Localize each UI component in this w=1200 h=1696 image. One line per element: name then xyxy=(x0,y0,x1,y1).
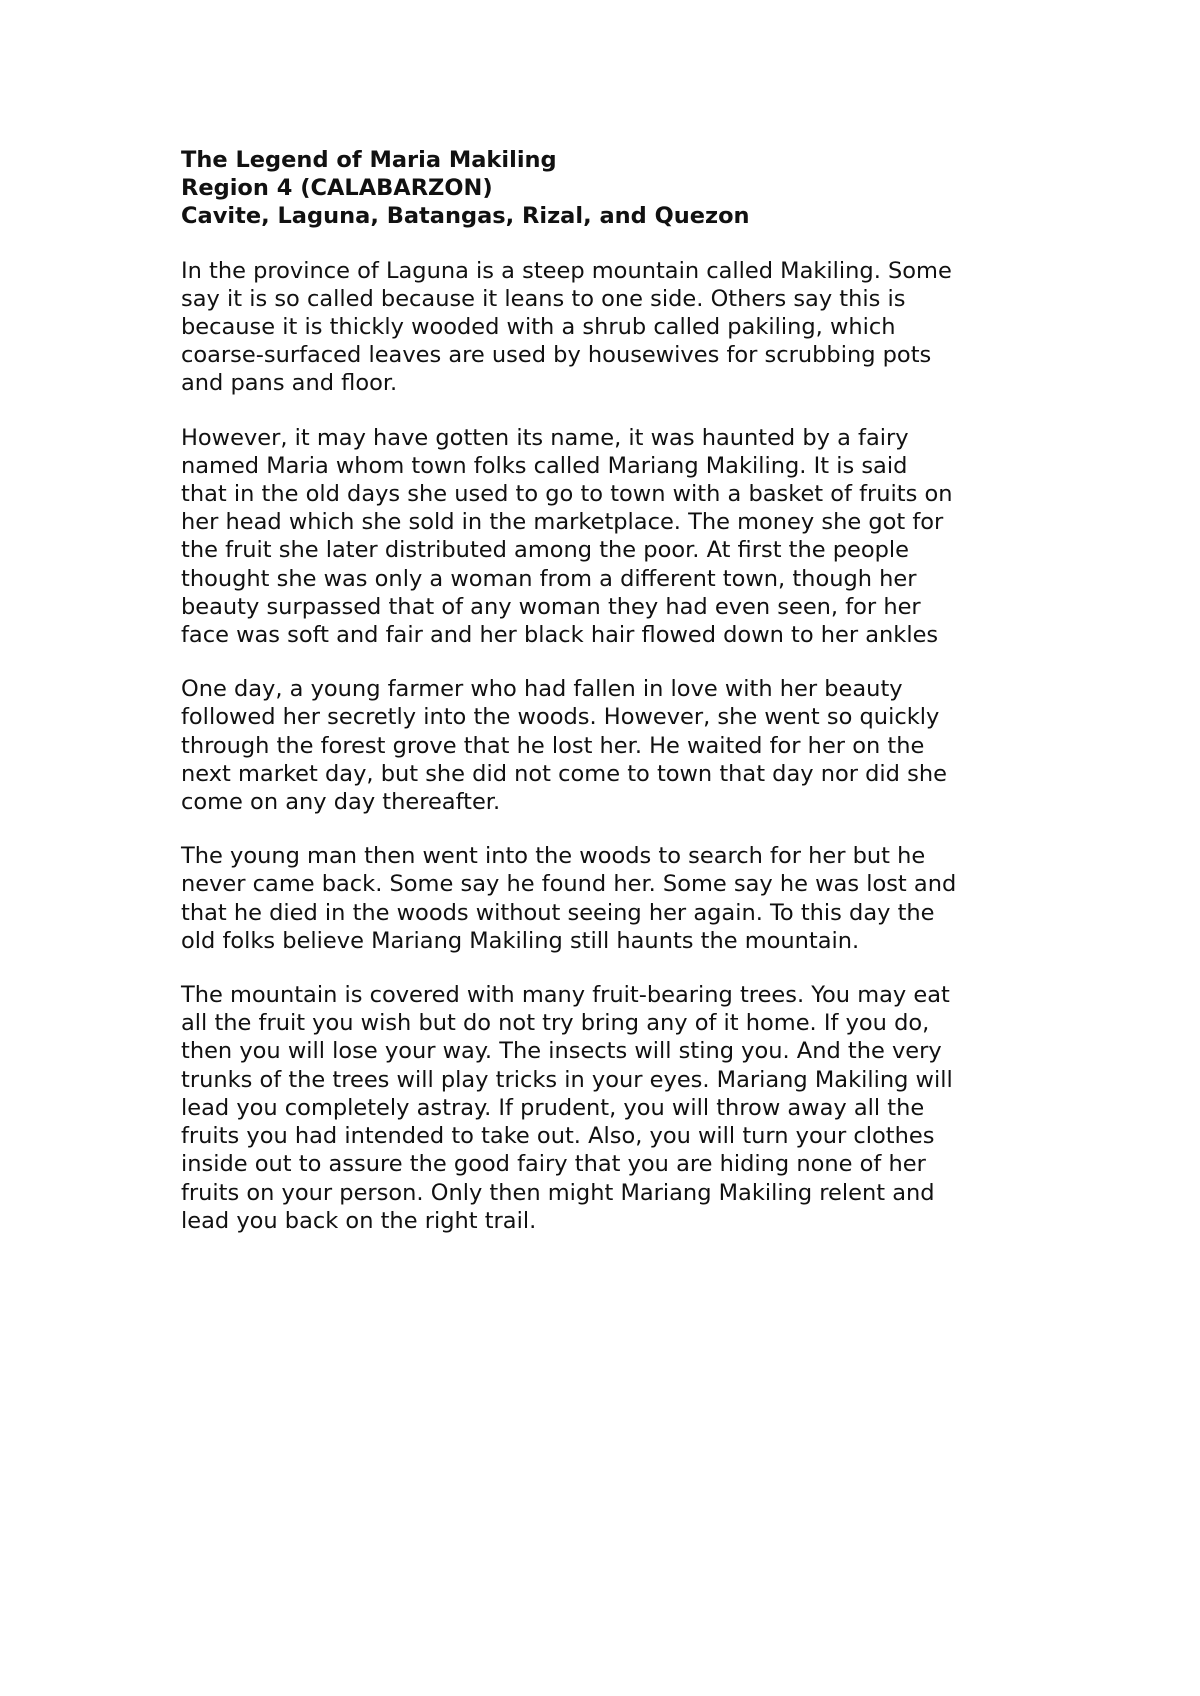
text-line: and pans and floor. xyxy=(181,370,398,397)
paragraph-1 xyxy=(181,257,1030,398)
text-line: old folks believe Mariang Makiling still haunts the mountain. xyxy=(181,927,860,954)
text-line: lead you completely astray. If prudent, you will throw away all the xyxy=(181,1094,925,1121)
text-line: named Maria whom town folks called Mariang Makiling. It is said xyxy=(181,452,908,479)
text-line: through the forest grove that he lost her. He waited for her on the xyxy=(181,732,925,759)
document-provinces: Cavite, Laguna, Batangas, Rizal, and Quezon xyxy=(181,203,750,230)
text-line: followed her secretly into the woods. However, she went so quickly xyxy=(181,704,940,731)
text-line: all the fruit you wish but do not try bring any of it home. If you do, xyxy=(181,1010,930,1037)
text-line: face was soft and fair and her black hair flowed down to her ankles xyxy=(181,622,939,649)
text-line: never came back. Some say he found her. Some say he was lost and xyxy=(181,871,957,898)
text-line: because it is thickly wooded with a shrub called pakiling, which xyxy=(181,314,896,341)
text-line: her head which she sold in the marketplace. The money she got for xyxy=(181,509,944,536)
text-line: One day, a young farmer who had fallen in love with her beauty xyxy=(181,676,903,703)
text-line: say it is so called because it leans to one side. Others say this is xyxy=(181,285,906,312)
text-line: that in the old days she used to go to town with a basket of fruits on xyxy=(181,481,953,508)
text-line: inside out to assure the good fairy that you are hiding none of her xyxy=(181,1151,926,1178)
document-header xyxy=(181,146,1030,231)
text-line: trunks of the trees will play tricks in your eyes. Mariang Makiling will xyxy=(181,1066,953,1093)
text-line: come on any day thereafter. xyxy=(181,789,501,816)
text-line: The young man then went into the woods to search for her but he xyxy=(181,843,926,870)
paragraph-5 xyxy=(181,981,1030,1235)
text-line: fruits you had intended to take out. Also, you will turn your clothes xyxy=(181,1123,935,1150)
paragraph-2 xyxy=(181,424,1030,650)
text-line: However, it may have gotten its name, it was haunted by a fairy xyxy=(181,424,909,451)
text-line: The mountain is covered with many fruit-bearing trees. You may eat xyxy=(181,982,950,1009)
document-title: The Legend of Maria Makiling xyxy=(181,147,557,173)
text-line: that he died in the woods without seeing her again. To this day the xyxy=(181,899,935,926)
text-line: then you will lose your way. The insects will sting you. And the very xyxy=(181,1038,942,1065)
paragraph-3 xyxy=(181,675,1030,816)
text-line: next market day, but she did not come to town that day nor did she xyxy=(181,760,947,787)
document-region: Region 4 (CALABARZON) xyxy=(181,175,493,202)
text-line: In the province of Laguna is a steep mountain called Makiling. Some xyxy=(181,257,952,284)
text-line: the fruit she later distributed among the poor. At first the people xyxy=(181,537,910,564)
text-line: lead you back on the right trail. xyxy=(181,1207,537,1234)
text-line: fruits on your person. Only then might Mariang Makiling relent and xyxy=(181,1179,935,1206)
text-line: thought she was only a woman from a different town, though her xyxy=(181,565,917,592)
text-line: coarse-surfaced leaves are used by housewives for scrubbing pots xyxy=(181,342,932,369)
paragraph-4 xyxy=(181,842,1030,955)
text-line: beauty surpassed that of any woman they had even seen, for her xyxy=(181,593,921,620)
